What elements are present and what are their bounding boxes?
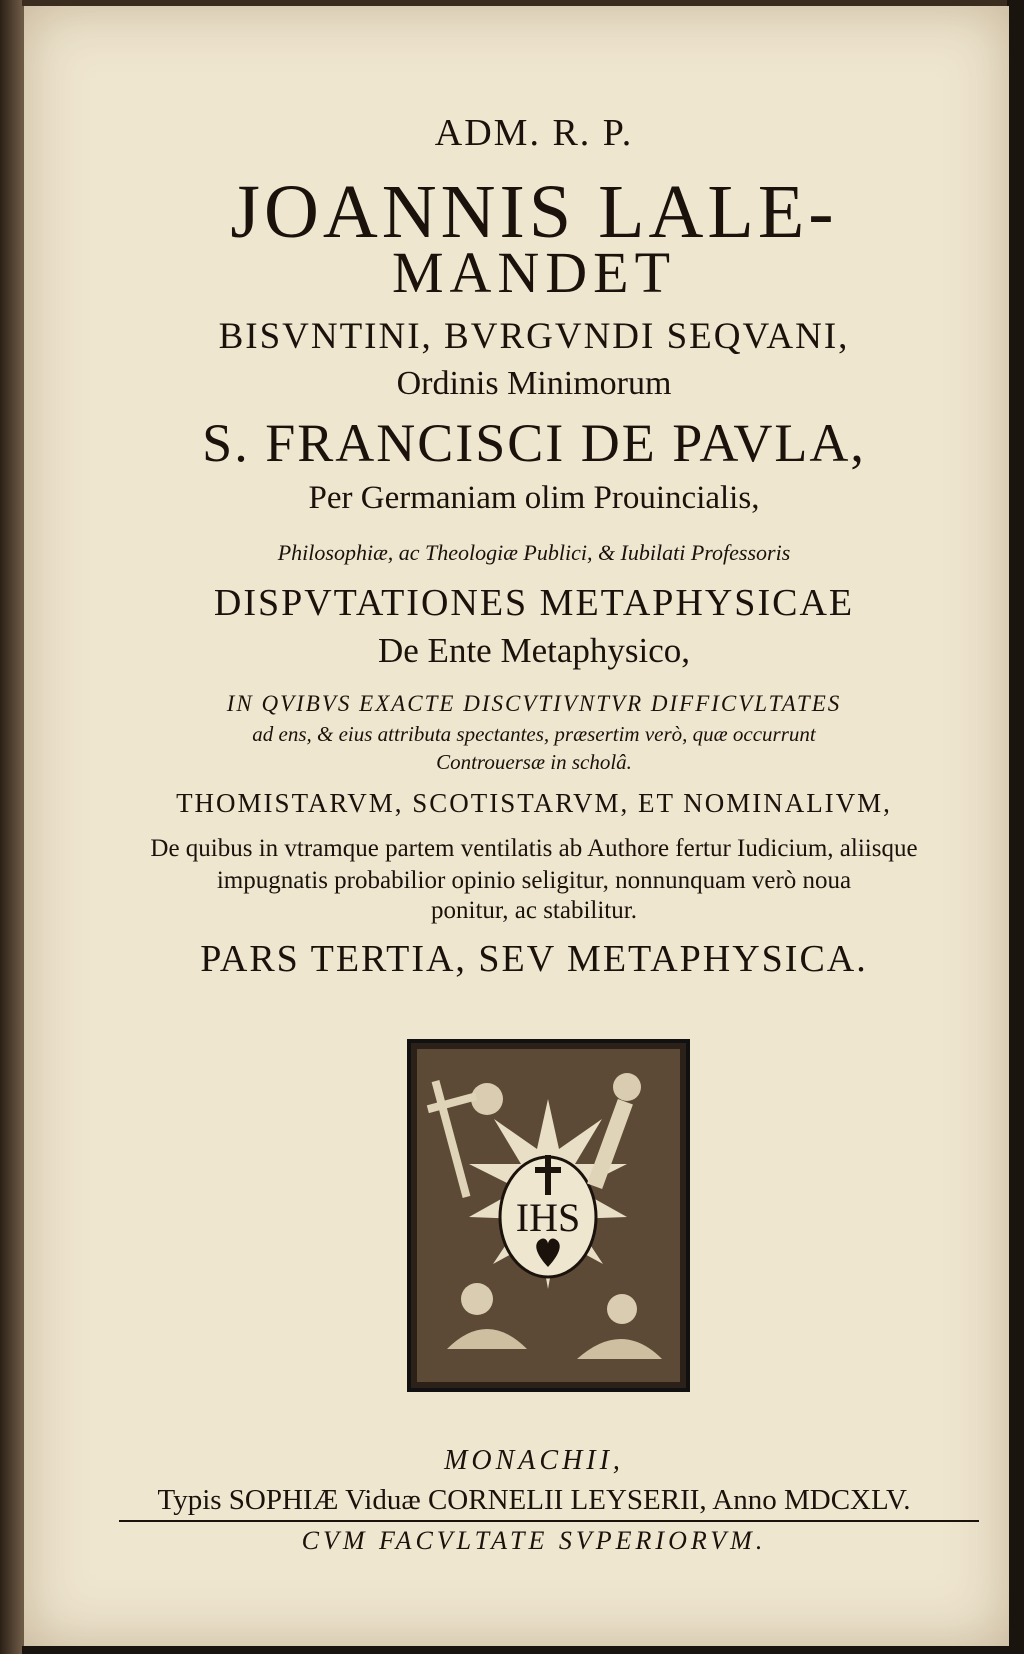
- title-line-disputationes: DISPVTATIONES METAPHYSICAE: [213, 582, 855, 624]
- title-line-bisuntini: BISVNTINI, BVRGVNDI SEQVANI,: [218, 316, 850, 357]
- title-line-thomistarum: THOMISTARVM, SCOTISTARVM, ET NOMINALIVM,: [176, 788, 892, 818]
- privilege-line: CVM FACVLTATE SVPERIORVM.: [301, 1526, 767, 1555]
- imprint-rule: [119, 1520, 979, 1522]
- title-line-ordinis: Ordinis Minimorum: [396, 365, 672, 402]
- imprint-place: MONACHII,: [444, 1445, 624, 1476]
- title-line-impugnatis: impugnatis probabilior opinio seligitur, nonnunquam verò noua: [216, 867, 852, 894]
- imprint-line: Typis SOPHIÆ Viduæ CORNELII LEYSERII, Anno MDCXLV.: [157, 1484, 911, 1516]
- title-line-de-ente: De Ente Metaphysico,: [378, 631, 690, 670]
- title-line-controuersae: Controuersæ in scholâ.: [436, 750, 632, 774]
- book-spine: [0, 0, 22, 1654]
- ihs-emblem-text: IHS: [515, 1195, 581, 1240]
- title-line-per-germaniam: Per Germaniam olim Prouincialis,: [308, 480, 760, 516]
- title-line-philosophiae: Philosophiæ, ac Theologiæ Publici, & Iubilati Professoris: [277, 540, 791, 565]
- title-line-joannis: JOANNIS LALE-: [230, 170, 838, 254]
- title-page: [22, 6, 1009, 1646]
- ihs-emblem-woodcut: [407, 1039, 690, 1392]
- title-line-pars-tertia: PARS TERTIA, SEV METAPHYSICA.: [200, 938, 868, 980]
- title-line-in-quibus: IN QVIBVS EXACTE DISCVTIVNTVR DIFFICVLTATES: [226, 691, 842, 716]
- title-line-ad-ens: ad ens, & eius attributa spectantes, præsertim verò, quæ occurrunt: [252, 722, 816, 746]
- title-line-francisci: S. FRANCISCI DE PAVLA,: [202, 413, 866, 473]
- title-line-mandet: MANDET: [391, 240, 677, 305]
- title-line-de-quibus: De quibus in vtramque partem ventilatis ab Authore fertur Iudicium, aliisque: [150, 835, 918, 862]
- title-line-ponitur: ponitur, ac stabilitur.: [431, 897, 637, 924]
- title-line-adm: ADM. R. P.: [434, 112, 634, 154]
